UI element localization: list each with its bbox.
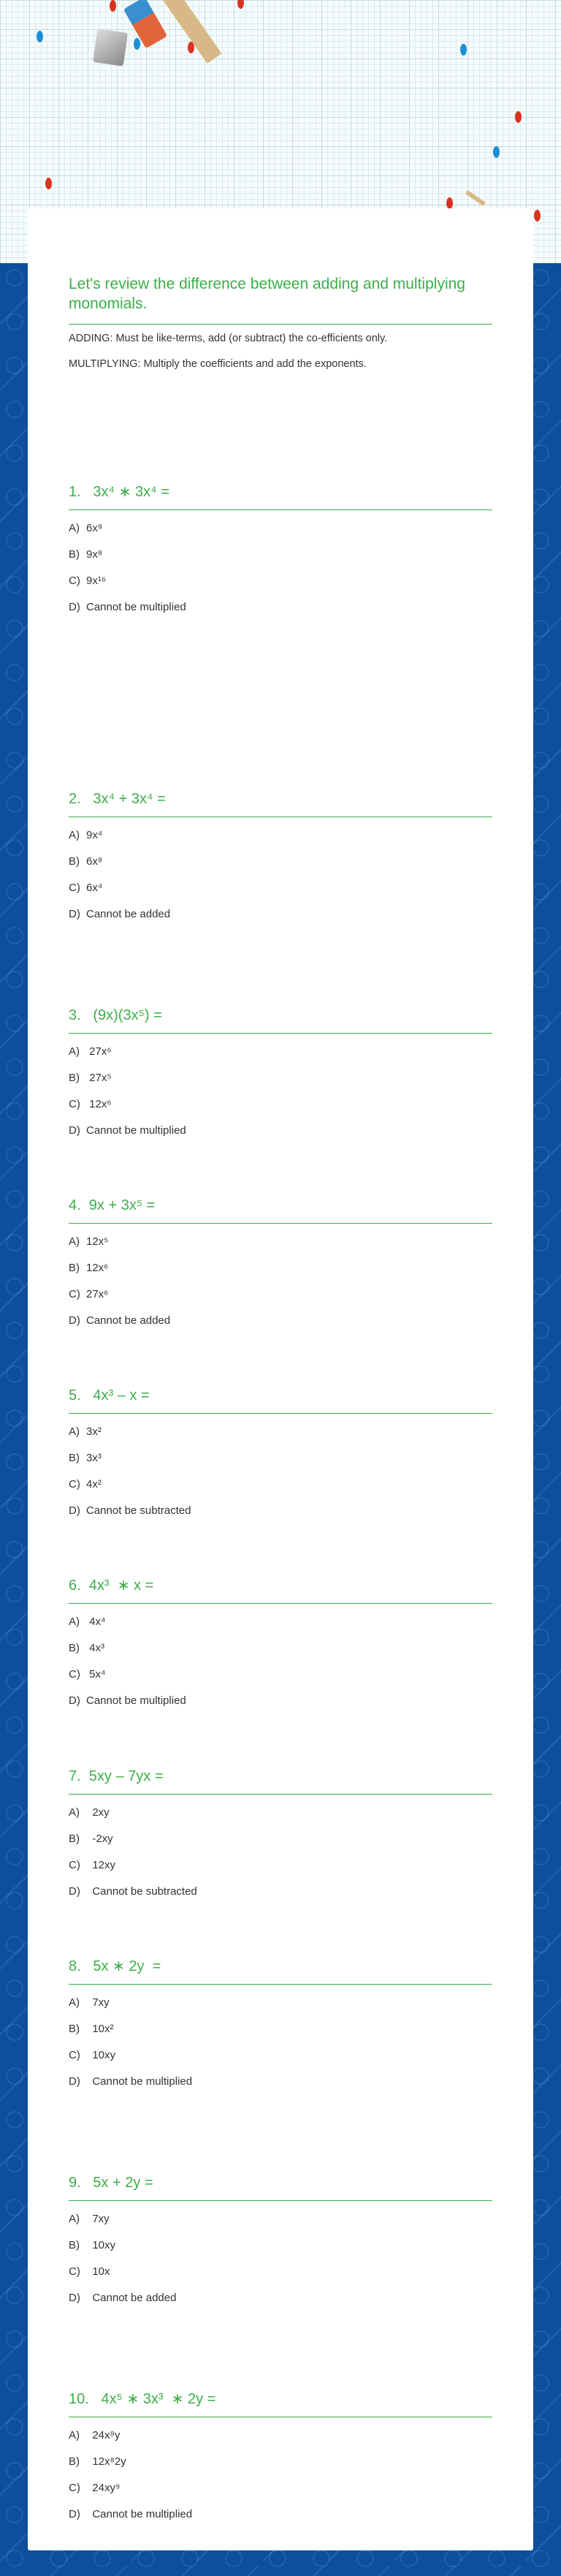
answer-option[interactable] [69,1693,492,1719]
option-text: 5x⁴ [86,1668,106,1681]
answer-option[interactable] [69,547,492,573]
option-letter: B) [69,1452,80,1464]
option-text: 7xy [86,2213,110,2225]
dot [460,44,467,56]
option-letter: A) [69,1615,80,1628]
answer-option[interactable] [69,2290,492,2316]
option-letter: A) [69,1806,80,1819]
option-letter: C) [69,1098,80,1110]
option-text: 6x⁸ [86,855,103,868]
option-letter: B) [69,855,80,868]
option-text: Cannot be added [86,2292,177,2304]
question-9 [69,2172,492,2316]
option-text: 6x⁴ [86,882,103,894]
answer-option[interactable] [69,1995,492,2021]
dot [446,197,453,209]
option-text: Cannot be multiplied [86,1124,186,1137]
option-text: Cannot be subtracted [86,1885,197,1898]
answer-option[interactable] [69,1123,492,1149]
question-1 [69,481,492,626]
multiplying-rule: MULTIPLYING: Multiply the coefficients and add the exponents. [69,358,367,370]
option-text: Cannot be subtracted [86,1504,191,1517]
option-letter: A) [69,1425,80,1438]
option-letter: B) [69,1072,80,1084]
option-letter: D) [69,2292,80,2304]
option-letter: A) [69,2429,80,2441]
option-letter: A) [69,2213,80,2225]
answer-option[interactable] [69,520,492,547]
option-text: 10x [86,2265,110,2278]
question-title: 6. 4x³ ∗ x = [69,1575,492,1604]
answer-option[interactable] [69,1424,492,1450]
option-text: 9x⁴ [86,829,103,841]
answer-option[interactable] [69,827,492,854]
option-text: 27x⁵ [86,1072,112,1084]
answer-option[interactable] [69,2211,492,2238]
option-text: 24xy⁹ [86,2482,121,2494]
question-2 [69,788,492,933]
option-text: 12x⁸2y [86,2455,126,2468]
option-letter: C) [69,1668,80,1681]
option-text: Cannot be added [86,908,171,920]
option-text: 7xy [86,1996,110,2009]
option-letter: C) [69,2482,80,2494]
answer-option[interactable] [69,1640,492,1667]
option-letter: D) [69,601,80,613]
option-text: 4x⁴ [86,1615,106,1628]
option-text: 9x⁸ [86,548,103,561]
answer-options [69,2211,492,2316]
answer-options [69,1424,492,1529]
option-letter: C) [69,2049,80,2061]
option-text: 12x⁵ [86,1235,109,1248]
dot [37,31,43,42]
option-letter: B) [69,1833,80,1845]
option-letter: A) [69,1235,80,1248]
option-letter: A) [69,829,80,841]
answer-option[interactable] [69,1096,492,1123]
option-text: Cannot be multiplied [86,2075,193,2088]
question-title: 3. (9x)(3x⁵) = [69,1004,492,1034]
option-text: 24x⁸y [86,2429,121,2441]
answer-options [69,1995,492,2100]
option-letter: B) [69,2023,80,2035]
option-letter: C) [69,2265,80,2278]
dot [534,210,541,221]
answer-options [69,1614,492,1719]
question-7 [69,1765,492,1910]
option-text: 3x³ [86,1452,102,1464]
answer-options [69,2428,492,2533]
option-letter: D) [69,1504,80,1517]
option-letter: D) [69,2075,80,2088]
option-letter: D) [69,1314,80,1327]
answer-option[interactable] [69,854,492,880]
option-text: 12x⁶ [86,1262,109,1274]
option-letter: B) [69,2455,80,2468]
answer-option[interactable] [69,906,492,933]
answer-options [69,1234,492,1339]
option-text: 27x⁶ [86,1288,109,1300]
option-letter: A) [69,522,80,534]
question-4 [69,1194,492,1339]
answer-option[interactable] [69,1234,492,1260]
question-8 [69,1955,492,2100]
option-text: 3x² [86,1425,102,1438]
answer-option[interactable] [69,1044,492,1070]
dot [493,146,500,158]
answer-option[interactable] [69,2507,492,2533]
option-text: 27x⁶ [86,1045,112,1058]
answer-option[interactable] [69,1667,492,1693]
worksheet-card [28,208,533,2550]
question-3 [69,1004,492,1149]
option-text: Cannot be multiplied [86,601,186,613]
option-letter: C) [69,1478,80,1490]
answer-option[interactable] [69,1287,492,1313]
option-letter: C) [69,882,80,894]
answer-option[interactable] [69,2480,492,2507]
option-letter: C) [69,575,80,587]
option-letter: B) [69,1262,80,1274]
answer-option[interactable] [69,2428,492,2454]
option-text: 10xy [86,2049,116,2061]
option-text: 9x¹⁶ [86,575,107,587]
answer-option[interactable] [69,1313,492,1339]
dot [188,42,194,53]
option-letter: D) [69,1694,80,1707]
dot [134,38,140,50]
option-text: 10xy [86,2239,116,2251]
question-title: 4. 9x + 3x⁵ = [69,1194,492,1224]
question-title: 7. 5xy – 7yx = [69,1765,492,1795]
answer-option[interactable] [69,2074,492,2100]
answer-option[interactable] [69,1884,492,1910]
dot [45,178,52,189]
option-text: -2xy [86,1833,113,1845]
answer-option[interactable] [69,2021,492,2047]
question-5 [69,1384,492,1529]
question-title: 5. 4x³ – x = [69,1384,492,1414]
option-letter: D) [69,1124,80,1137]
option-letter: A) [69,1045,80,1058]
answer-option[interactable] [69,2264,492,2290]
option-text: 4x³ [86,1642,105,1654]
dot [515,111,522,123]
option-text: 4x² [86,1478,102,1490]
question-title: 2. 3x⁴ + 3x⁴ = [69,788,492,817]
answer-option[interactable] [69,1614,492,1640]
option-text: Cannot be multiplied [86,1694,186,1707]
option-letter: D) [69,2508,80,2520]
question-title: 1. 3x⁴ ∗ 3x⁴ = [69,481,492,510]
option-letter: A) [69,1996,80,2009]
option-letter: D) [69,908,80,920]
answer-option[interactable] [69,1857,492,1884]
answer-option[interactable] [69,1070,492,1096]
answer-option[interactable] [69,2238,492,2264]
answer-option[interactable] [69,880,492,906]
option-letter: B) [69,1642,80,1654]
option-letter: B) [69,2239,80,2251]
option-letter: C) [69,1288,80,1300]
answer-option[interactable] [69,573,492,599]
answer-option[interactable] [69,2047,492,2074]
answer-option[interactable] [69,2454,492,2480]
option-text: Cannot be multiplied [86,2508,193,2520]
question-title: 10. 4x⁵ ∗ 3x³ ∗ 2y = [69,2388,492,2417]
sharpener-image [93,29,128,66]
answer-options [69,520,492,626]
option-text: 12xy [86,1859,116,1871]
answer-option[interactable] [69,1260,492,1287]
intro-heading: Let's review the difference between adding and multiplying monomials. [69,274,492,325]
answer-option[interactable] [69,599,492,626]
question-title: 9. 5x + 2y = [69,2172,492,2201]
question-6 [69,1575,492,1719]
answer-option[interactable] [69,1831,492,1857]
option-text: 2xy [86,1806,110,1819]
question-title: 8. 5x ∗ 2y = [69,1955,492,1985]
answer-options [69,827,492,933]
answer-option[interactable] [69,1450,492,1477]
answer-options [69,1044,492,1149]
option-text: 12x⁶ [86,1098,112,1110]
question-10 [69,2388,492,2533]
option-letter: C) [69,1859,80,1871]
option-letter: D) [69,1885,80,1898]
answer-option[interactable] [69,1805,492,1831]
option-letter: B) [69,548,80,561]
dot [110,0,116,12]
answer-option[interactable] [69,1503,492,1529]
option-text: Cannot be added [86,1314,171,1327]
option-text: 6x⁸ [86,522,103,534]
answer-option[interactable] [69,1477,492,1503]
answer-options [69,1805,492,1910]
option-text: 10x² [86,2023,114,2035]
adding-rule: ADDING: Must be like-terms, add (or subtract) the co-efficients only. [69,333,388,344]
